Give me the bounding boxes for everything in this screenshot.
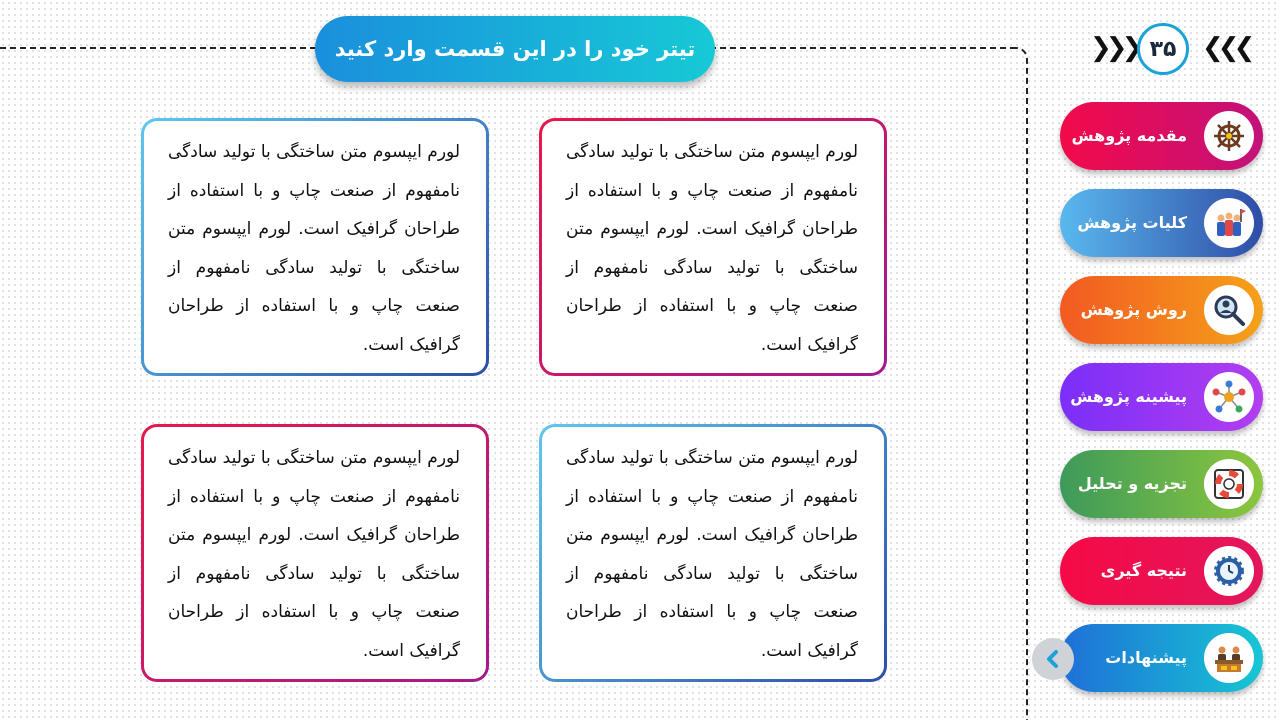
card-text: لورم ایپسوم متن ساختگی با تولید سادگی نامفهوم از صنعت چاپ و با استفاده از طراحان گرافیک است. لورم ایپسوم متن ساختگی با تولید سادگی نامفهوم از صنعت چاپ و با استفاده از طراحان گرافیک است. — [144, 427, 486, 679]
nav-label: مقدمه پژوهش — [1071, 126, 1187, 145]
collapse-arrow-button[interactable] — [1032, 638, 1074, 680]
team-flag-icon — [1204, 198, 1254, 248]
nav-button-introduction[interactable] — [1060, 102, 1263, 170]
chevrons-left-icon: ❯❯❯ — [1090, 33, 1138, 63]
card-text: لورم ایپسوم متن ساختگی با تولید سادگی نامفهوم از صنعت چاپ و با استفاده از طراحان گرافیک است. لورم ایپسوم متن ساختگی با تولید سادگی نامفهوم از صنعت چاپ و با استفاده از طراحان گرافیک است. — [144, 121, 486, 373]
text-card-bottom-left — [141, 424, 489, 682]
page-number-badge — [1137, 23, 1189, 75]
text-card-bottom-right — [539, 424, 887, 682]
magnifier-person-icon — [1204, 285, 1254, 335]
network-icon — [1204, 372, 1254, 422]
nav-button-analysis[interactable] — [1060, 450, 1263, 518]
nav-label: پیشینه پژوهش — [1070, 387, 1187, 406]
text-card-top-right — [539, 118, 887, 376]
nav-button-background[interactable] — [1060, 363, 1263, 431]
card-text: لورم ایپسوم متن ساختگی با تولید سادگی نامفهوم از صنعت چاپ و با استفاده از طراحان گرافیک است. لورم ایپسوم متن ساختگی با تولید سادگی نامفهوم از صنعت چاپ و با استفاده از طراحان گرافیک است. — [542, 121, 884, 373]
text-card-top-left — [141, 118, 489, 376]
nav-label: پیشنهادات — [1105, 648, 1187, 667]
card-text: لورم ایپسوم متن ساختگی با تولید سادگی نامفهوم از صنعت چاپ و با استفاده از طراحان گرافیک است. لورم ایپسوم متن ساختگی با تولید سادگی نامفهوم از صنعت چاپ و با استفاده از طراحان گرافیک است. — [542, 427, 884, 679]
nav-button-overview[interactable] — [1060, 189, 1263, 257]
nav-label: کلیات پژوهش — [1077, 213, 1187, 232]
ship-wheel-icon — [1204, 111, 1254, 161]
nav-button-method[interactable] — [1060, 276, 1263, 344]
frame-right-border — [1012, 47, 1028, 720]
page-number: ۳۵ — [1149, 36, 1177, 62]
nav-label: روش پژوهش — [1080, 300, 1187, 319]
nav-button-suggestions[interactable] — [1060, 624, 1263, 692]
slide-title-text: تیتر خود را در این قسمت وارد کنید — [334, 37, 696, 61]
nav-label: نتیجه گیری — [1100, 561, 1187, 580]
meeting-table-icon — [1204, 633, 1254, 683]
gear-clock-icon — [1204, 546, 1254, 596]
chevron-left-icon — [1042, 648, 1064, 670]
lifebuoy-icon — [1204, 459, 1254, 509]
slide-title — [315, 16, 715, 82]
nav-button-conclusion[interactable] — [1060, 537, 1263, 605]
nav-label: تجزیه و تحلیل — [1077, 474, 1187, 493]
chevrons-right-icon: ❮❮❮ — [1202, 33, 1250, 63]
